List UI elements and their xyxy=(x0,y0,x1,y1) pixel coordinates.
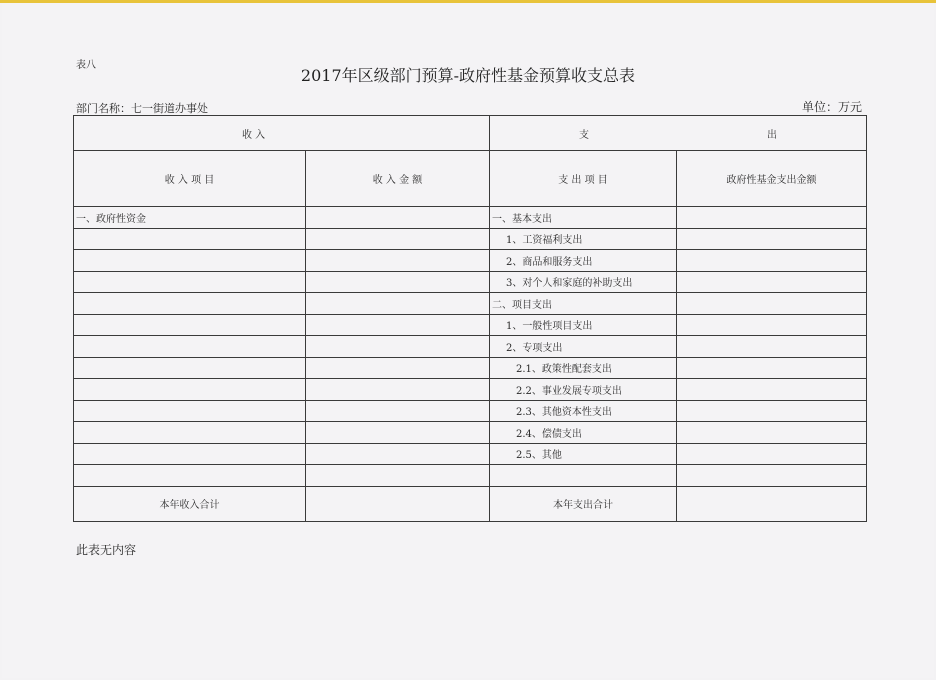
income-amount xyxy=(306,357,490,379)
income-amount xyxy=(306,465,490,487)
income-total-label: 本年收入合计 xyxy=(74,486,306,521)
expense-item-header: 支 出 项 目 xyxy=(490,151,677,207)
expense-item: 2、专项支出 xyxy=(490,336,677,358)
income-amount xyxy=(306,443,490,465)
table-row xyxy=(74,443,867,465)
table-row xyxy=(74,357,867,379)
income-item xyxy=(74,228,306,250)
income-item xyxy=(74,400,306,422)
expense-amount xyxy=(677,314,867,336)
income-amount xyxy=(306,250,490,272)
table-row xyxy=(74,314,867,336)
table-row xyxy=(74,336,867,358)
income-item xyxy=(74,271,306,293)
income-group-header: 收 入 xyxy=(74,116,490,151)
expense-group-left: 支 xyxy=(579,129,589,141)
expense-group-header xyxy=(490,116,867,151)
income-item xyxy=(74,336,306,358)
group-header-row xyxy=(74,116,867,151)
table-row xyxy=(74,228,867,250)
expense-amount xyxy=(677,443,867,465)
expense-item: 二、项目支出 xyxy=(490,293,677,315)
expense-amount xyxy=(677,228,867,250)
income-item xyxy=(74,293,306,315)
income-total-amount xyxy=(306,486,490,521)
total-row xyxy=(74,486,867,521)
budget-table xyxy=(73,115,867,522)
income-item xyxy=(74,422,306,444)
expense-item: 2.2、事业发展专项支出 xyxy=(490,379,677,401)
table-row xyxy=(74,400,867,422)
table-row xyxy=(74,465,867,487)
income-item xyxy=(74,379,306,401)
table-row xyxy=(74,379,867,401)
income-amount xyxy=(306,207,490,229)
expense-amount xyxy=(677,465,867,487)
expense-group-right: 出 xyxy=(767,129,777,141)
expense-amount xyxy=(677,293,867,315)
expense-amount xyxy=(677,357,867,379)
expense-amount xyxy=(677,250,867,272)
income-amount xyxy=(306,422,490,444)
expense-amount xyxy=(677,400,867,422)
expense-item: 1、一般性项目支出 xyxy=(490,314,677,336)
expense-item: 3、对个人和家庭的补助支出 xyxy=(490,271,677,293)
document-title: 2017年区级部门预算-政府性基金预算收支总表 xyxy=(300,66,636,85)
income-item xyxy=(74,465,306,487)
income-item xyxy=(74,314,306,336)
expense-item: 2.5、其他 xyxy=(490,443,677,465)
expense-amount xyxy=(677,336,867,358)
expense-item: 一、基本支出 xyxy=(490,207,677,229)
income-amount-header: 收 入 金 额 xyxy=(306,151,490,207)
table-number: 表八 xyxy=(76,60,96,71)
expense-amount xyxy=(677,379,867,401)
footnote: 此表无内容 xyxy=(76,543,137,557)
income-item xyxy=(74,443,306,465)
income-item xyxy=(74,357,306,379)
expense-item: 2.4、偿债支出 xyxy=(490,422,677,444)
income-amount xyxy=(306,271,490,293)
expense-item: 2、商品和服务支出 xyxy=(490,250,677,272)
expense-amount-header: 政府性基金支出金额 xyxy=(677,151,867,207)
income-item: 一、政府性资金 xyxy=(74,207,306,229)
expense-item: 2.1、政策性配套支出 xyxy=(490,357,677,379)
income-item-header: 收 入 项 目 xyxy=(74,151,306,207)
table-row xyxy=(74,422,867,444)
expense-amount xyxy=(677,422,867,444)
expense-total-amount xyxy=(677,486,867,521)
table-row xyxy=(74,271,867,293)
unit-label: 单位：万元 xyxy=(801,100,862,114)
expense-amount xyxy=(677,207,867,229)
department-name: 部门名称：七一街道办事处 xyxy=(76,102,208,115)
income-item xyxy=(74,250,306,272)
expense-item: 1、工资福利支出 xyxy=(490,228,677,250)
income-amount xyxy=(306,293,490,315)
expense-amount xyxy=(677,271,867,293)
income-amount xyxy=(306,336,490,358)
expense-item xyxy=(490,465,677,487)
table-row xyxy=(74,250,867,272)
income-amount xyxy=(306,314,490,336)
expense-item: 2.3、其他资本性支出 xyxy=(490,400,677,422)
table-row xyxy=(74,293,867,315)
column-header-row xyxy=(74,151,867,207)
income-amount xyxy=(306,228,490,250)
expense-total-label: 本年支出合计 xyxy=(490,486,677,521)
income-amount xyxy=(306,400,490,422)
table-row xyxy=(74,207,867,229)
income-amount xyxy=(306,379,490,401)
